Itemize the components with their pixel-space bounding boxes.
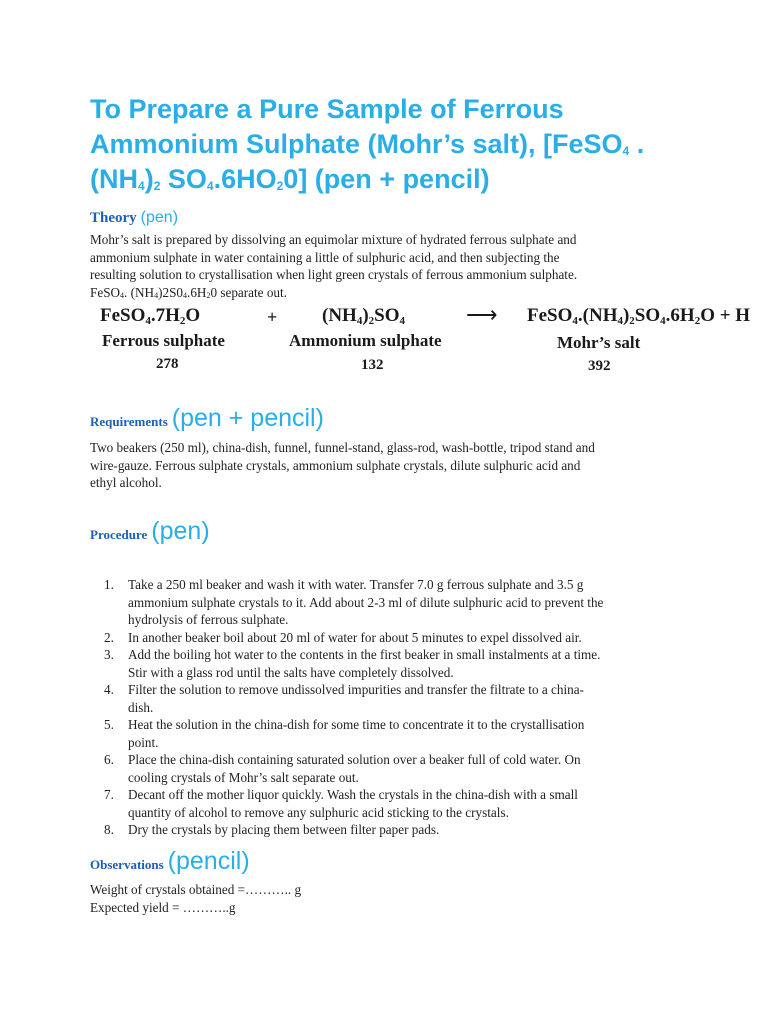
step-number: 7.	[104, 787, 114, 802]
procedure-note: (pen)	[151, 517, 210, 545]
step-number: 1.	[104, 577, 114, 592]
requirements-line: wire-gauze. Ferrous sulphate crystals, ammonium sulphate crystals, dilute sulphuric acid and	[90, 457, 581, 473]
theory-formula-line: FeSO$_4$. $(NH_4)2S0_4.6H_20$ separate out.	[90, 284, 287, 300]
observation-weight-line: Weight of crystals obtained =……….. g	[90, 882, 302, 897]
step-number: 8.	[104, 822, 114, 837]
reaction-arrow: ⟶	[466, 302, 498, 327]
procedure-step: 5. Heat the solution in the china-dish for some time to concentrate it to the crystallisation point.	[104, 717, 585, 750]
procedure-step: 6. Place the china-dish containing saturated solution over a beaker full of cold water. On cooling crystals of Mohr’s salt separate out.	[104, 752, 581, 785]
step-number: 4.	[104, 682, 114, 697]
name-ammonium-sulphate: Ammonium sulphate	[289, 331, 442, 350]
observations-label: Observations	[90, 857, 164, 872]
procedure-step: 1. Take a 250 ml beaker and wash it with water. Transfer 7.0 g ferrous sulphate and 3.5 g ammonium sulphate crystals to it. Add about 2-3 ml of dilute sulphuric acid to prevent the hydrolysis of ferrous sulphate.	[104, 577, 604, 627]
product-mohrs-salt-formula: $FeSO_4.(NH_4)_2SO_4.6H_2O + H$	[527, 305, 751, 327]
theory-paragraph	[90, 231, 730, 301]
theory-heading	[90, 209, 178, 227]
procedure-step: 8. Dry the crystals by placing them between filter paper pads.	[104, 822, 440, 837]
theory-line: ammonium sulphate in water containing a little of sulphuric acid, and then subjecting the	[90, 249, 560, 265]
observations-paragraph	[90, 881, 730, 916]
title-line-3: $(NH_4)_2$ $SO_4.6HO_20$] (pen + pencil)	[90, 164, 490, 194]
step-number: 5.	[104, 717, 114, 732]
observations-note: (pencil)	[167, 847, 250, 875]
procedure-step: 4. Filter the solution to remove undissolved impurities and transfer the filtrate to a china- dish.	[104, 682, 584, 715]
theory-note: (pen)	[140, 209, 179, 226]
reactant-ferrous-sulphate-formula: $FeSO_4.7H_2O$	[100, 305, 201, 327]
requirements-line: ethyl alcohol.	[90, 475, 162, 490]
procedure-step: 2. In another beaker boil about 20 ml of water for about 5 minutes to expel dissolved air.	[104, 629, 582, 645]
requirements-paragraph	[90, 439, 730, 492]
procedure-steps-list	[90, 576, 690, 839]
requirements-label: Requirements	[90, 414, 168, 429]
procedure-step: 3. Add the boiling hot water to the contents in the first beaker in small instalments at a time. Stir with a glass rod until the salts have completely dissolved.	[104, 647, 601, 680]
requirements-line: Two beakers (250 ml), china-dish, funnel, funnel-stand, glass-rod, wash-bottle, tripod stand and	[90, 440, 595, 455]
mass-ammonium-sulphate: 132	[361, 357, 384, 373]
observation-yield-line: Expected yield = ………..g	[90, 899, 236, 915]
theory-label: Theory	[90, 210, 137, 226]
observations-heading	[90, 847, 250, 876]
requirements-note: (pen + pencil)	[171, 404, 324, 432]
mass-mohrs-salt: 392	[588, 358, 611, 374]
theory-line: resulting solution to crystallisation when light green crystals of ferrous ammonium sulphate.	[90, 267, 578, 282]
step-number: 6.	[104, 752, 114, 767]
name-ferrous-sulphate: Ferrous sulphate	[102, 331, 225, 350]
name-mohrs-salt: Mohr’s salt	[557, 333, 641, 352]
plus-sign: +	[267, 307, 278, 327]
step-number: 3.	[104, 647, 114, 662]
reactant-ammonium-sulphate-formula: $(NH_4)_2SO_4$	[322, 305, 406, 327]
mass-ferrous-sulphate: 278	[156, 356, 179, 372]
requirements-heading	[90, 404, 324, 433]
title-line-2: Ammonium Sulphate (Mohr’s salt), [FeSO$_4$ .	[90, 129, 645, 159]
procedure-label: Procedure	[90, 527, 148, 542]
title-line-1: To Prepare a Pure Sample of Ferrous	[90, 94, 564, 124]
procedure-step: 7. Decant off the mother liquor quickly. Wash the crystals in the china-dish with a small quantity of alcohol to remove any sulphuric acid sticking to the crystals.	[104, 787, 578, 820]
theory-line: Mohr’s salt is prepared by dissolving an equimolar mixture of hydrated ferrous sulphate and	[90, 232, 577, 247]
page-title	[90, 92, 750, 197]
step-number: 2.	[104, 629, 114, 645]
procedure-heading	[90, 517, 210, 546]
